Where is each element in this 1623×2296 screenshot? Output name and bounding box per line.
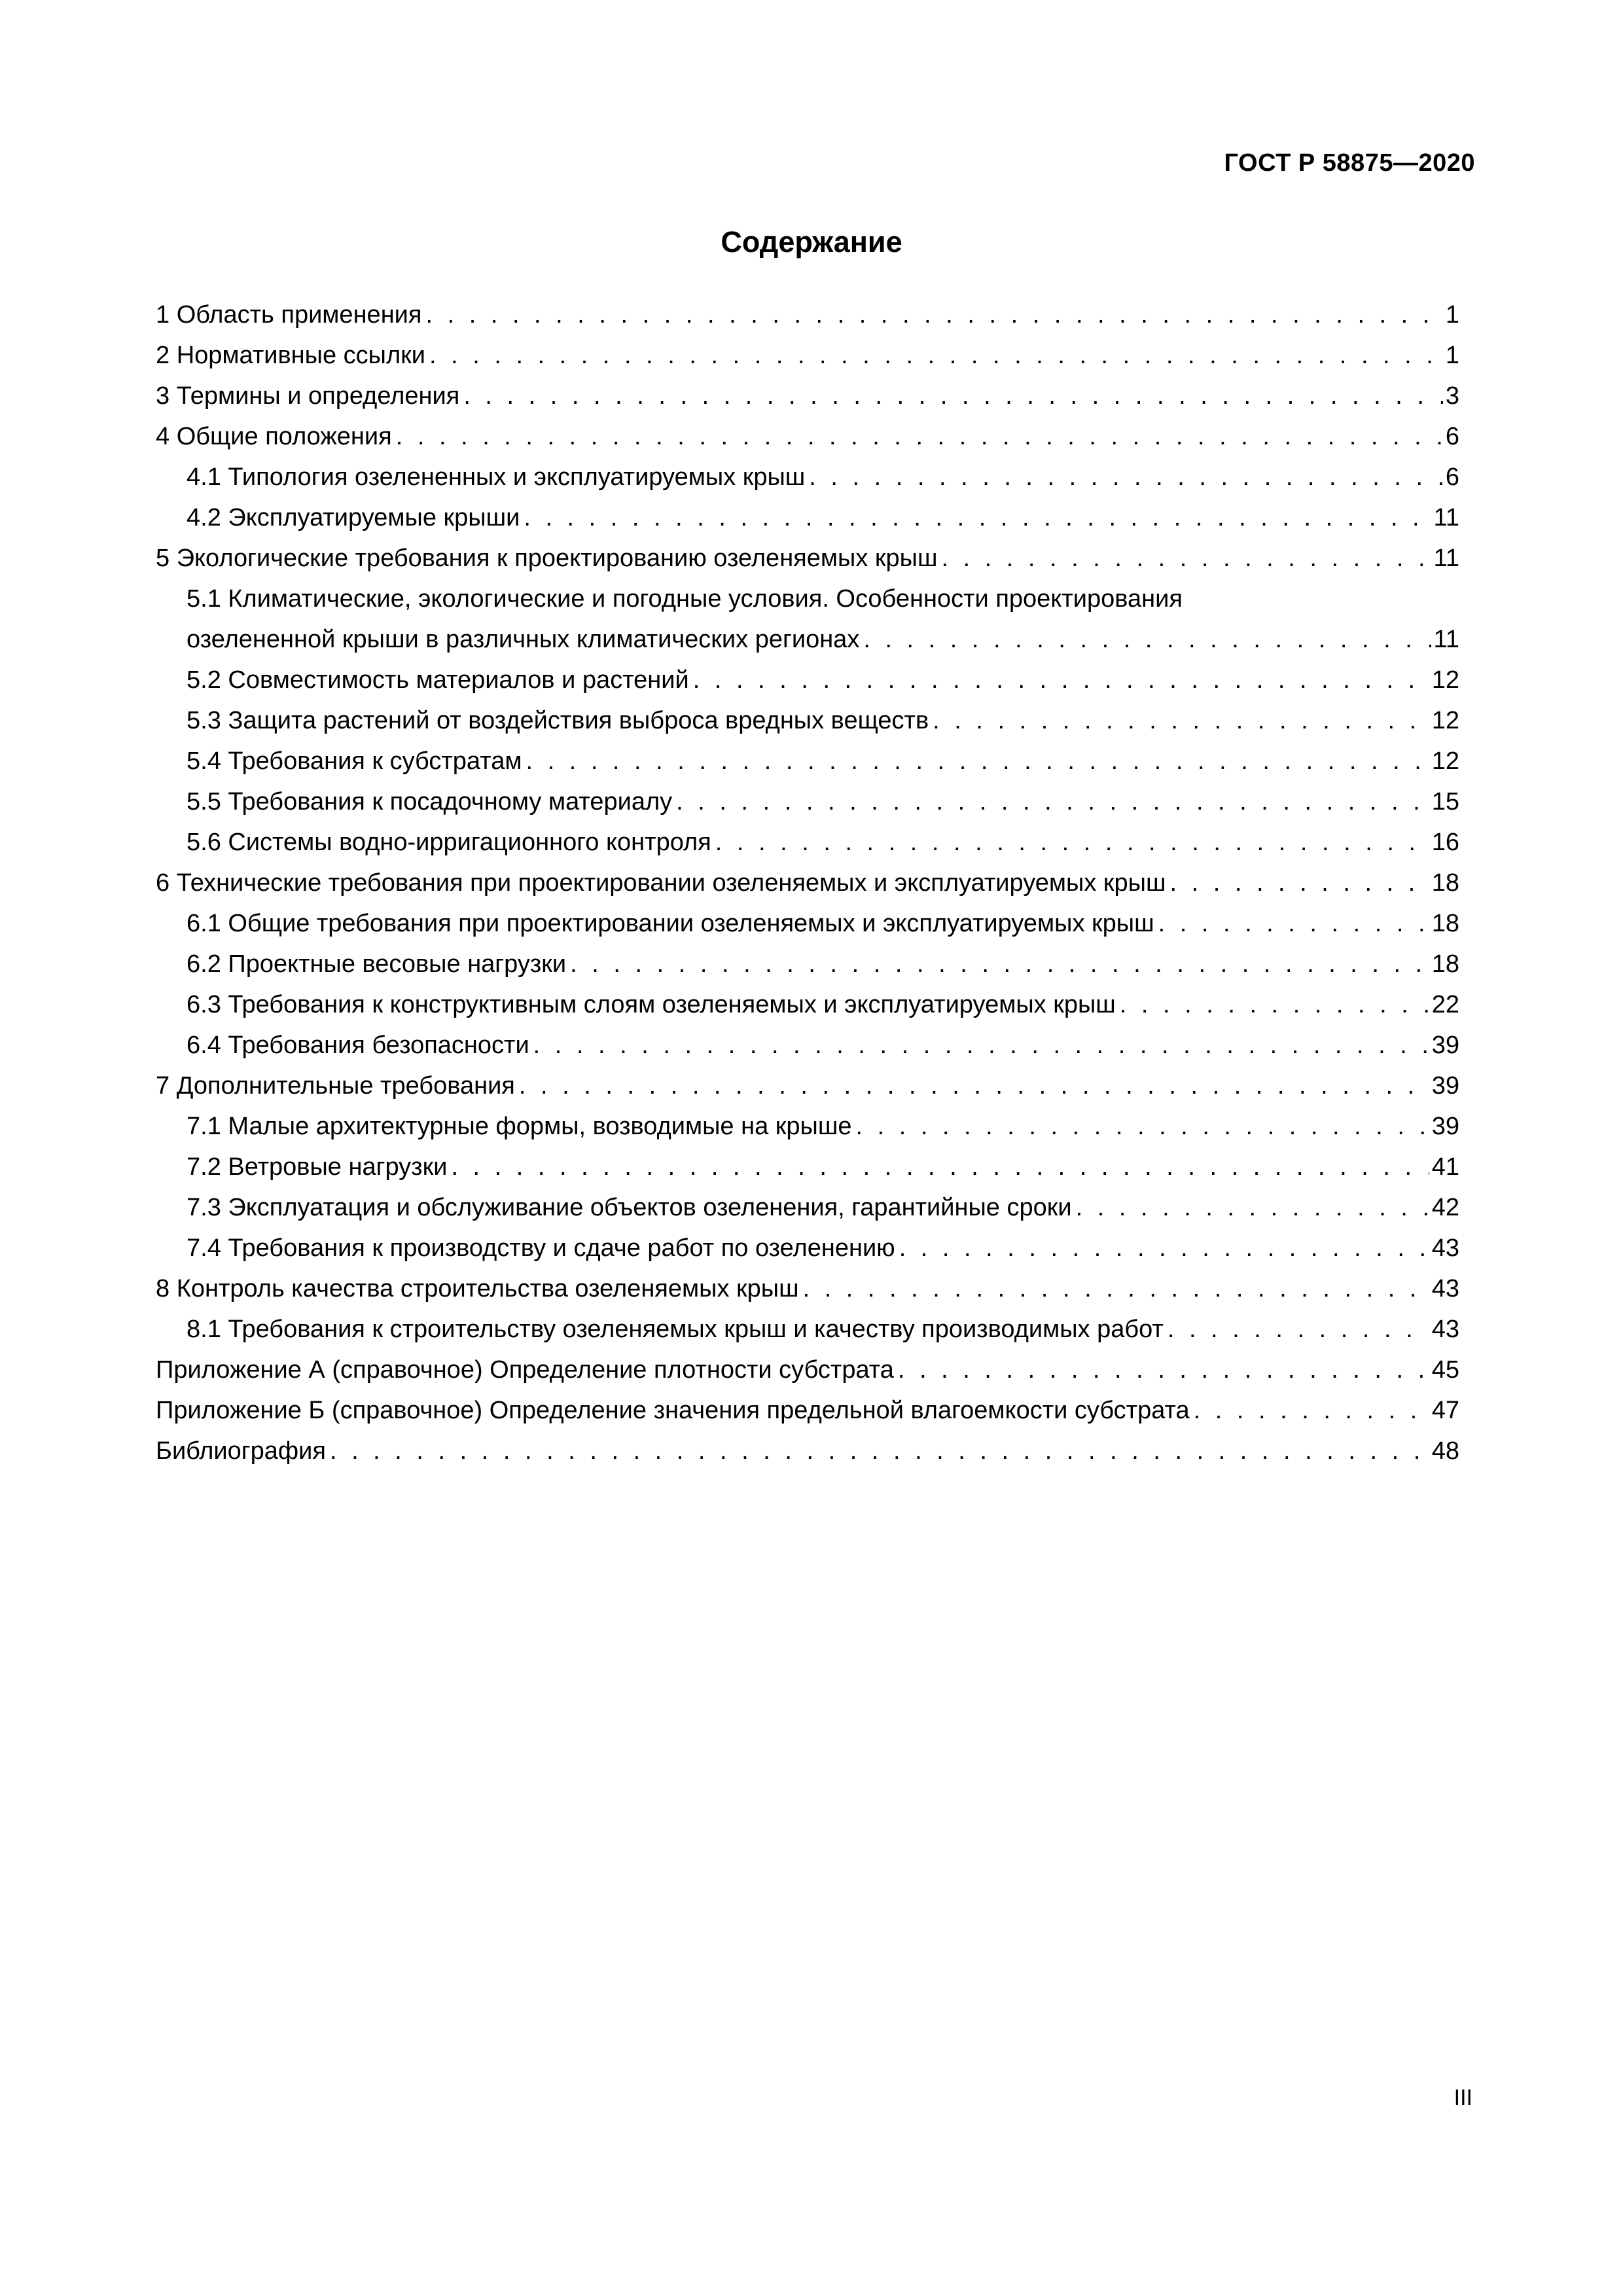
toc-leader-dots — [933, 700, 1429, 741]
toc-leader-dots — [524, 497, 1431, 538]
page-number: III — [1454, 2085, 1472, 2110]
toc-entry[interactable] — [156, 944, 1459, 984]
toc-entry[interactable] — [156, 822, 1459, 863]
toc-entry[interactable] — [156, 903, 1459, 944]
toc-leader-dots — [425, 295, 1442, 335]
toc-entry-page: 39 — [1431, 1072, 1459, 1100]
toc-entry[interactable] — [156, 335, 1459, 376]
toc-leader-dots — [715, 822, 1429, 863]
toc-leader-dots — [330, 1431, 1429, 1471]
toc-entry-page: 42 — [1431, 1194, 1459, 1221]
toc-leader-dots — [809, 457, 1443, 497]
toc-leader-dots — [429, 335, 1443, 376]
toc-leader-dots — [1169, 863, 1429, 903]
toc-leader-dots — [693, 660, 1429, 700]
toc-entry[interactable] — [156, 863, 1459, 903]
toc-entry[interactable] — [156, 781, 1459, 822]
toc-entry[interactable] — [156, 1106, 1459, 1147]
toc-entry-label: Библиография — [156, 1431, 330, 1471]
toc-entry-page: 39 — [1431, 1113, 1459, 1140]
toc-entry-label: 7.1 Малые архитектурные формы, возводимые на крыше — [187, 1106, 855, 1147]
toc-entry-page: 43 — [1431, 1275, 1459, 1302]
toc-entry-page: 41 — [1431, 1153, 1459, 1181]
toc-entry-page: 11 — [1433, 626, 1459, 653]
toc-entry-label: 6.1 Общие требования при проектировании озеленяемых и эксплуатируемых крыш — [187, 903, 1158, 944]
toc-entry-page: 22 — [1431, 991, 1459, 1018]
toc-entry[interactable] — [156, 1187, 1459, 1228]
toc-leader-dots — [396, 416, 1443, 457]
toc-entry[interactable] — [156, 1350, 1459, 1390]
toc-entry[interactable] — [156, 1228, 1459, 1268]
toc-entry-label: 7 Дополнительные требования — [156, 1066, 519, 1106]
toc-entry-label: 5.5 Требования к посадочному материалу — [187, 781, 676, 822]
toc-entry[interactable] — [156, 741, 1459, 781]
toc-entry-label: Приложение Б (справочное) Определение значения предельной влагоемкости субстрата — [156, 1390, 1194, 1431]
toc-entry-page: 6 — [1445, 463, 1459, 491]
toc-entry-label: 5.2 Совместимость материалов и растений — [187, 660, 693, 700]
toc-entry[interactable] — [156, 984, 1459, 1025]
toc-leader-dots — [676, 781, 1429, 822]
toc-leader-dots — [1158, 903, 1429, 944]
toc-entry[interactable] — [156, 295, 1459, 335]
toc-leader-dots — [899, 1228, 1429, 1268]
toc-entry-label: 6.3 Требования к конструктивным слоям озеленяемых и эксплуатируемых крыш — [187, 984, 1120, 1025]
toc-entry-page: 18 — [1431, 869, 1459, 897]
toc-leader-dots — [863, 619, 1431, 660]
document-code: ГОСТ Р 58875—2020 — [1224, 149, 1475, 177]
toc-entry[interactable] — [156, 1390, 1459, 1431]
toc-entry-label: 4.1 Типология озелененных и эксплуатируемых крыш — [187, 457, 809, 497]
toc-entry-label-continued: озелененной крыши в различных климатических регионах — [187, 619, 863, 660]
toc-leader-dots — [1120, 984, 1429, 1025]
toc-entry-page: 16 — [1431, 829, 1459, 856]
toc-leader-dots — [519, 1066, 1429, 1106]
toc-entry-label: 5.1 Климатические, экологические и погодные условия. Особенности проектирования — [187, 585, 1183, 613]
page-title: Содержание — [721, 225, 902, 259]
toc-entry-page: 15 — [1431, 788, 1459, 816]
toc-entry-page: 45 — [1431, 1356, 1459, 1384]
toc-entry-page: 47 — [1431, 1397, 1459, 1424]
toc-entry-label: Приложение А (справочное) Определение плотности субстрата — [156, 1350, 898, 1390]
toc-entry-label: 8.1 Требования к строительству озеленяемых крыш и качеству производимых работ — [187, 1309, 1168, 1350]
toc-entry-page: 12 — [1431, 666, 1459, 694]
toc-entry-label: 8 Контроль качества строительства озеленяемых крыш — [156, 1268, 803, 1309]
toc-entry-page: 3 — [1445, 382, 1459, 410]
toc-leader-dots — [1194, 1390, 1429, 1431]
toc-entry-label: 7.3 Эксплуатация и обслуживание объектов озеленения, гарантийные сроки — [187, 1187, 1076, 1228]
toc-leader-dots — [451, 1147, 1429, 1187]
toc-entry-page: 6 — [1445, 423, 1459, 450]
toc-entry-label: 2 Нормативные ссылки — [156, 335, 429, 376]
toc-entry-page: 1 — [1445, 301, 1459, 329]
toc-entry-label: 6.2 Проектные весовые нагрузки — [187, 944, 570, 984]
toc-leader-dots — [570, 944, 1429, 984]
toc-entry[interactable] — [156, 660, 1459, 700]
toc-leader-dots — [1168, 1309, 1429, 1350]
toc-entry[interactable] — [156, 457, 1459, 497]
toc-leader-dots — [463, 376, 1443, 416]
toc-entry-label: 5.4 Требования к субстратам — [187, 741, 526, 781]
toc-leader-dots — [855, 1106, 1429, 1147]
toc-entry-page: 12 — [1431, 707, 1459, 734]
toc-entry-page: 18 — [1431, 950, 1459, 978]
toc-entry[interactable] — [156, 1147, 1459, 1187]
toc-entry[interactable] — [156, 497, 1459, 538]
toc-entry[interactable] — [156, 416, 1459, 457]
toc-entry-label: 4.2 Эксплуатируемые крыши — [187, 497, 524, 538]
toc-entry-page: 12 — [1431, 747, 1459, 775]
toc-entry-label: 5.6 Системы водно-ирригационного контроля — [187, 822, 715, 863]
toc-leader-dots — [803, 1268, 1429, 1309]
toc-entry-label: 1 Область применения — [156, 295, 425, 335]
toc-entry-page: 48 — [1431, 1437, 1459, 1465]
toc-entry-label: 6.4 Требования безопасности — [187, 1025, 533, 1066]
toc-entry[interactable] — [156, 376, 1459, 416]
toc-leader-dots — [533, 1025, 1429, 1066]
toc-entry[interactable] — [156, 538, 1459, 579]
toc-leader-dots — [526, 741, 1429, 781]
toc-entry-page: 43 — [1431, 1234, 1459, 1262]
toc-entry-page: 1 — [1445, 342, 1459, 369]
toc-entry-label: 6 Технические требования при проектировании озеленяемых и эксплуатируемых крыш — [156, 863, 1169, 903]
toc-entry[interactable] — [156, 1268, 1459, 1309]
toc-entry-label: 5.3 Защита растений от воздействия выброса вредных веществ — [187, 700, 933, 741]
toc-leader-dots — [898, 1350, 1429, 1390]
toc-entry[interactable] — [156, 1309, 1459, 1350]
toc-entry[interactable] — [156, 700, 1459, 741]
toc-entry-label: 4 Общие положения — [156, 416, 396, 457]
toc-entry[interactable] — [156, 1025, 1459, 1066]
toc-entry-page: 43 — [1431, 1316, 1459, 1343]
toc-leader-dots — [1076, 1187, 1429, 1228]
toc-entry-label: 7.2 Ветровые нагрузки — [187, 1147, 451, 1187]
toc-entry-label: 7.4 Требования к производству и сдаче работ по озеленению — [187, 1228, 899, 1268]
toc-entry-page: 18 — [1431, 910, 1459, 937]
toc-entry-page: 11 — [1433, 504, 1459, 531]
toc-entry[interactable] — [156, 579, 1459, 660]
table-of-contents — [156, 295, 1459, 1471]
toc-entry-page: 39 — [1431, 1031, 1459, 1059]
toc-leader-dots — [941, 538, 1431, 579]
toc-entry[interactable] — [156, 1431, 1459, 1471]
toc-entry-label: 5 Экологические требования к проектированию озеленяемых крыш — [156, 538, 941, 579]
toc-entry-label: 3 Термины и определения — [156, 376, 463, 416]
toc-entry-page: 11 — [1433, 545, 1459, 572]
toc-entry[interactable] — [156, 1066, 1459, 1106]
